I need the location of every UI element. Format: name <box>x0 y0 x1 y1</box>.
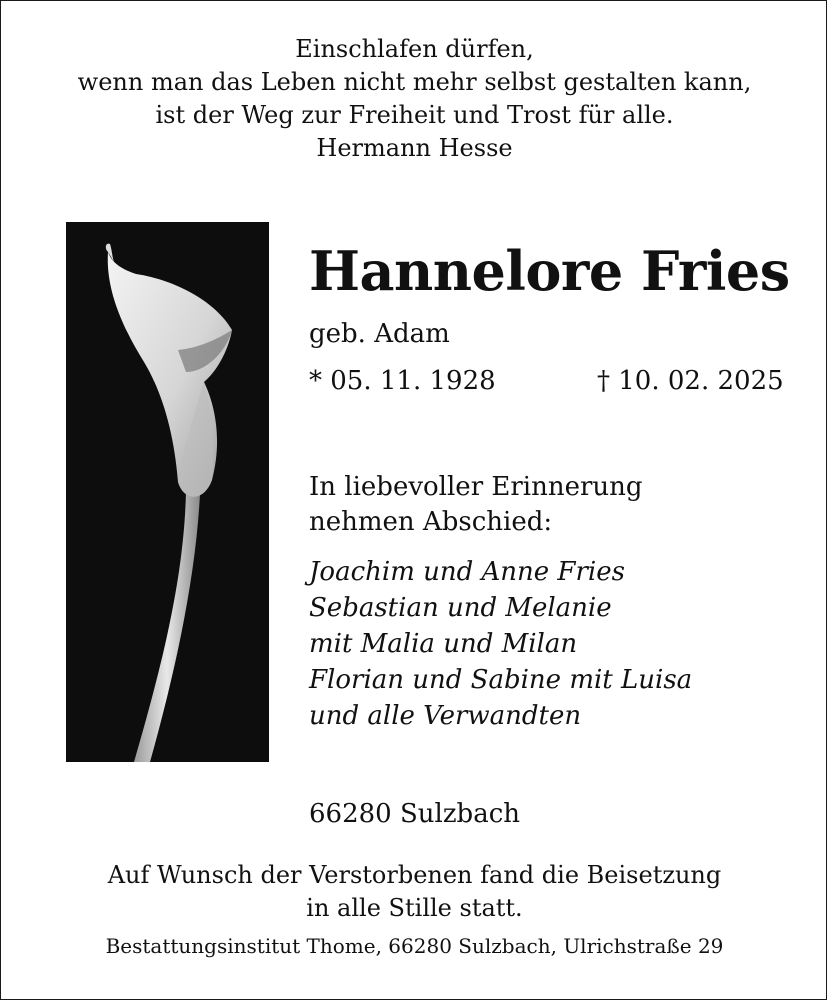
notice-line: in alle Stille statt. <box>306 894 523 922</box>
quote-line: ist der Weg zur Freiheit und Trost für alle. <box>155 101 674 129</box>
funeral-home: Bestattungsinstitut Thome, 66280 Sulzbach, Ulrichstraße 29 <box>105 934 724 958</box>
family-line: mit Malia und Milan <box>309 629 578 659</box>
remembrance-line: nehmen Abschied: <box>309 507 553 537</box>
burial-notice <box>1 859 827 925</box>
family-line: und alle Verwandten <box>309 701 582 731</box>
quote-block <box>1 33 827 165</box>
remembrance-line: In liebevoller Erinnerung <box>309 472 643 502</box>
calla-lily-photo <box>66 222 269 762</box>
calla-lily-icon <box>66 222 269 762</box>
family-list <box>309 554 692 734</box>
quote-line: wenn man das Leben nicht mehr selbst gestalten kann, <box>77 68 752 96</box>
family-line: Florian und Sabine mit Luisa <box>309 665 693 695</box>
remembrance-text <box>309 470 643 540</box>
deceased-name: Hannelore Fries <box>309 239 790 303</box>
maiden-name: geb. Adam <box>309 319 450 349</box>
birth-date: * 05. 11. 1928 <box>309 366 496 396</box>
place-of-residence: 66280 Sulzbach <box>309 799 520 829</box>
quote-author: Hermann Hesse <box>316 134 513 162</box>
notice-line: Auf Wunsch der Verstorbenen fand die Beisetzung <box>107 861 722 889</box>
quote-line: Einschlafen dürfen, <box>295 35 534 63</box>
death-date: † 10. 02. 2025 <box>597 366 784 396</box>
family-line: Sebastian und Melanie <box>309 593 612 623</box>
family-line: Joachim und Anne Fries <box>309 557 625 587</box>
